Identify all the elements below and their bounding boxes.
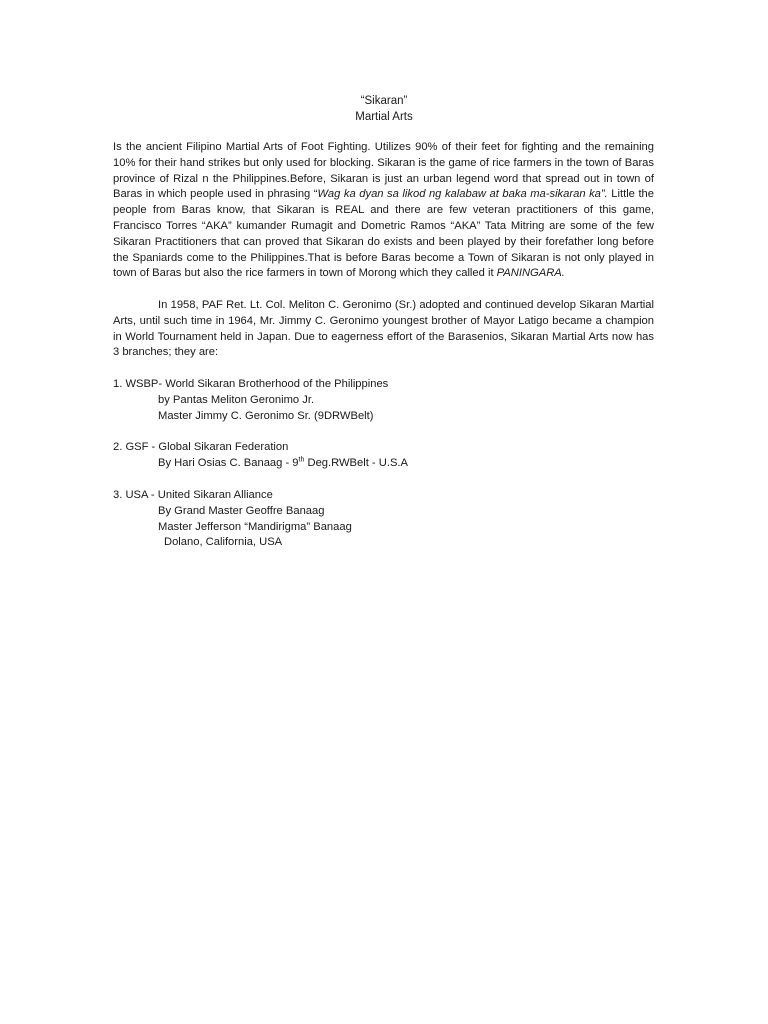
paragraph-intro [113, 140, 654, 282]
branch-detail: Master Jimmy C. Geronimo Sr. (9DRWBelt) [158, 409, 374, 422]
branch-heading: 1. WSBP- World Sikaran Brotherhood of the Philippines [113, 378, 389, 390]
branch-detail [113, 456, 654, 472]
title-line-2: Martial Arts [355, 111, 413, 123]
branch-heading: 3. USA - United Sikaran Alliance [113, 489, 273, 501]
ordinal-superscript: th [298, 456, 305, 464]
paragraph-intro-text-1: Is the ancient Filipino Martial Arts of Foot Fighting. Utilizes 90% of their feet for fighting and the remaining 10% for their hand strikes but only used for blocking. Sikaran is the game of rice farmers in the town of Baras province of Rizal n the Philippines.Before, Sikaran is just an urban legend word that spread out in town of Baras in which people used in phrasing “ [113, 141, 654, 201]
paragraph-intro-italic-phrase: Wag ka dyan sa likod ng kalabaw at baka ma-sikaran ka”. [317, 188, 608, 201]
title-line-1: “Sikaran” [360, 95, 408, 107]
paragraph-history: In 1958, PAF Ret. Lt. Col. Meliton C. Geronimo (Sr.) adopted and continued develop Sikaran Martial Arts, until such time in 1964, Mr. Jimmy C. Geronimo youngest brother of Mayor Latigo became a champion in World Tournament held in Japan. Due to eagerness effort of the Barasenios, Sikaran Martial Arts now has 3 branches; they are: [113, 299, 654, 359]
paragraph-intro-italic-end: PANINGARA. [496, 267, 565, 280]
branch-detail-text: Deg.RWBelt - U.S.A [304, 456, 408, 469]
branch-list-item [113, 377, 654, 424]
branch-detail-text: By Hari Osias C. Banaag - 9 [158, 456, 299, 469]
branch-detail: By Grand Master Geoffre Banaag [158, 504, 325, 517]
document-title [0, 93, 768, 125]
branch-list-item [113, 440, 654, 472]
branch-heading: 2. GSF - Global Sikaran Federation [113, 441, 289, 453]
branch-location: Dolano, California, USA [164, 536, 283, 549]
branch-list-item [113, 488, 654, 551]
branch-detail: by Pantas Meliton Geronimo Jr. [158, 393, 315, 406]
branch-detail: Master Jefferson “Mandirigma” Banaag [158, 520, 352, 533]
paragraph-intro-text-2: Little the people from Baras know, that Sikaran is REAL and there are few veteran practitioners of this game, Francisco Torres “AKA” kumander Rumagit and Dometric Ramos “AKA” Tata Mitring are some of the few Sikaran Practitioners that can proved that Sikaran do exists and been played by their forefather long before the Spaniards come to the Philippines.That is before Baras become a Town of Sikaran is not only played in town of Baras but also the rice farmers in town of Morong which they called it [113, 188, 655, 280]
